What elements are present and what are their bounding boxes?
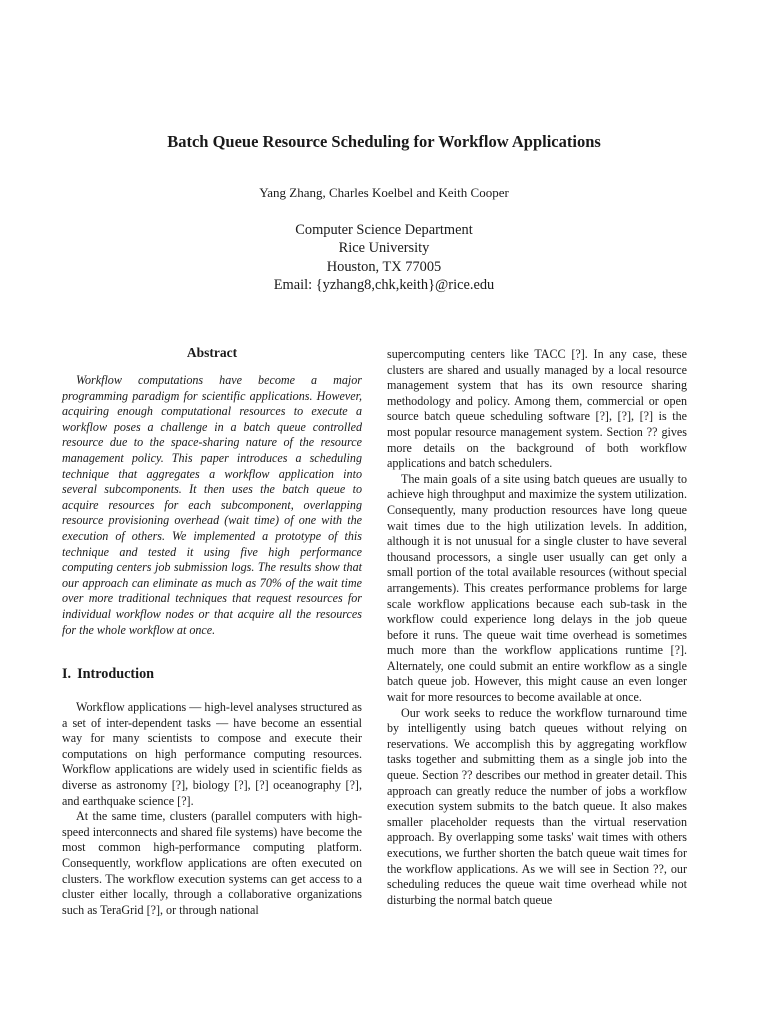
abstract-text: Workflow computations have become a major programming paradigm for scientific applications. However, acquiring enough computational resources to execute a workflow poses a challenge in a batch queue controlled resource due to the space-sharing nature of the resource management policy. This paper introduces a scheduling technique that aggregates a workflow application into several subcomponents. It then uses the batch queue to acquire resources for each subcomponent, overlapping resource provisioning overhead (wait time) of one with the execution of others. We implemented a prototype of this technique and tested it using five high performance computing centers job submission logs. The results show that our approach can eliminate as much as 70% of the wait time over more traditional techniques that request resources for individual workflow nodes or that acquire all the resources for the whole workflow at once. [62, 373, 362, 637]
affiliation-city: Houston, TX 77005 [326, 258, 442, 275]
affiliation-department: Computer Science Department [295, 222, 473, 238]
affiliation-email: Email: {yzhang8,chk,keith}@rice.edu [273, 276, 495, 293]
paper-title: Batch Queue Resource Scheduling for Workflow Applications [167, 132, 601, 151]
section-title: Introduction [77, 666, 155, 683]
affiliation-university: Rice University [338, 240, 430, 257]
intro-paragraph-2-continued: supercomputing centers like TACC [?]. In any case, these clusters are shared and usually managed by a local resource management system that has its own resource sharing methodology and policy. Among them, commercial or open source batch queue scheduling software [?], [?], [?] is the most popular resource management system. Section ?? gives more details on the background of both workflow applications and batch schedulers. [387, 347, 687, 471]
intro-paragraph-3: The main goals of a site using batch queues are usually to achieve high throughput and maximize the system utilization. Consequently, many production resources have long queue wait times due to the high utilization levels. In addition, although it is not unusual for a single cluster to have several thousand processors, a single user usually can get only a small portion of the total available resources (without special arrangements). This creates performance problems for large scale workflow applications because each sub-task in the workflow could experience long delays in the job queue before it runs. The queue wait time overhead is sometimes much more than the workflow applications runtime [?]. Alternately, one could submit an entire workflow as a single batch queue job. However, this might cause an even longer wait for more resources to become available at once. [387, 471, 687, 705]
author-list: Yang Zhang, Charles Koelbel and Keith Cooper [259, 185, 509, 200]
left-column [62, 345, 362, 918]
abstract-heading: Abstract [186, 345, 238, 360]
section-heading-introduction [62, 666, 362, 683]
affiliation-block [0, 221, 768, 294]
section-number: I. [62, 666, 72, 683]
intro-paragraph-1: Workflow applications — high-level analyses structured as a set of inter-dependent tasks — have become an essential way for many scientists to compose and execute their computations on high performance computing resources. Workflow applications are widely used in scientific fields as diverse as astronomy [?], biology [?], [?] oceanography [?], and earthquake science [?]. [62, 700, 362, 808]
intro-paragraph-2: At the same time, clusters (parallel computers with high-speed interconnects and shared file systems) have become the most common high-performance computing platform. Consequently, workflow applications are often executed on clusters. The workflow execution systems can get access to a cluster either locally, through a collaborative organizations such as TeraGrid [?], or through national [62, 809, 362, 917]
intro-paragraph-4: Our work seeks to reduce the workflow turnaround time by intelligently using batch queues without relying on reservations. We accomplish this by aggregating workflow tasks together and submitting them as a single job into the queue. Section ?? describes our method in greater detail. This approach can greatly reduce the number of jobs a workflow execution system submits to the batch queue. It also makes smaller placeholder requests than the virtual reservation approach. By overlapping some tasks' wait times with others executions, we further shorten the batch queue wait times for the workflow applications. As we will see in Section ??, our scheduling reduces the queue wait time overhead while not disturbing the normal batch queue [387, 705, 687, 907]
right-column [387, 347, 687, 908]
